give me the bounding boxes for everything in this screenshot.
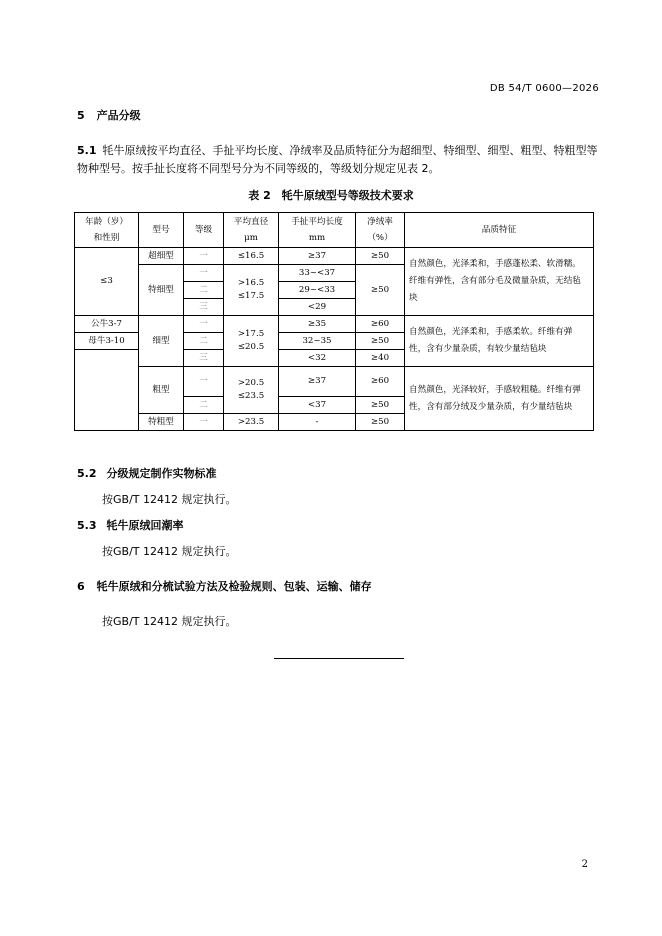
section-number: 5 bbox=[77, 109, 85, 122]
col-diameter: 平均直径 μm bbox=[224, 213, 279, 248]
grade-cell: 二 bbox=[184, 333, 224, 350]
section-6-heading: 6 牦牛原绒和分梳试验方法及检验规则、包装、运输、储存 bbox=[77, 580, 372, 593]
col-length: 手扯平均长度 mm bbox=[279, 213, 356, 248]
clause-5-2-text: 按GB/T 12412 规定执行。 bbox=[102, 493, 237, 506]
type-cell: 粗型 bbox=[139, 367, 184, 414]
clause-5-3-text: 按GB/T 12412 规定执行。 bbox=[102, 545, 237, 558]
quality-cell: 自然颜色，光泽柔和，手感蓬松柔、软滑糯。纤维有弹性，含有部分毛及微量杂质，无结毡块 bbox=[405, 248, 594, 316]
age-cell: 母牛3-10 bbox=[75, 333, 139, 350]
age-cell: ≤3 bbox=[75, 248, 139, 316]
rate-cell: ≥50 bbox=[356, 248, 405, 265]
length-cell: - bbox=[279, 414, 356, 431]
diameter-cell: >16.5 ≤17.5 bbox=[224, 265, 279, 316]
document-id: DB 54/T 0600—2026 bbox=[489, 83, 599, 94]
age-cell-empty bbox=[75, 350, 139, 431]
rate-cell: ≥50 bbox=[356, 414, 405, 431]
length-cell: ≥37 bbox=[279, 248, 356, 265]
grade-cell: 一 bbox=[184, 367, 224, 397]
diameter-cell: ≤16.5 bbox=[224, 248, 279, 265]
rate-cell: ≥50 bbox=[356, 397, 405, 414]
rate-cell: ≥60 bbox=[356, 316, 405, 333]
section-title: 产品分级 bbox=[96, 109, 141, 122]
length-cell: 33~<37 bbox=[279, 265, 356, 282]
grade-cell: 三 bbox=[184, 299, 224, 316]
table-row bbox=[75, 316, 594, 333]
clause-text: 牦牛原绒按平均直径、手扯平均长度、净绒率及品质特征分为超细型、特细型、细型、粗型、特粗型等物种型号。按手扯长度将不同型号分为不同等级的，等级划分规定见表 2。 bbox=[77, 144, 598, 175]
diameter-cell: >20.5 ≤23.5 bbox=[224, 367, 279, 414]
age-cell: 公牛3-7 bbox=[75, 316, 139, 333]
grade-cell: 一 bbox=[184, 248, 224, 265]
clause-number: 5.1 bbox=[77, 144, 97, 157]
table-header-row bbox=[75, 213, 594, 248]
length-cell: <37 bbox=[279, 397, 356, 414]
type-cell: 细型 bbox=[139, 316, 184, 367]
length-cell: <29 bbox=[279, 299, 356, 316]
quality-cell: 自然颜色，光泽柔和，手感柔软。纤维有弹性，含有少量杂质，有较少量结毡块 bbox=[405, 316, 594, 367]
grade-cell: 三 bbox=[184, 350, 224, 367]
rate-cell: ≥50 bbox=[356, 333, 405, 350]
type-cell: 特粗型 bbox=[139, 414, 184, 431]
clause-5-1 bbox=[77, 142, 599, 178]
col-net-rate: 净绒率 （%） bbox=[356, 213, 405, 248]
length-cell: ≥37 bbox=[279, 367, 356, 397]
col-quality: 品质特征 bbox=[405, 213, 594, 248]
page-number: 2 bbox=[581, 859, 588, 870]
col-age: 年龄（岁） 和性别 bbox=[75, 213, 139, 248]
end-rule bbox=[274, 658, 404, 659]
section-5-heading bbox=[77, 107, 141, 123]
diameter-cell: >17.5 ≤20.5 bbox=[224, 316, 279, 367]
grade-cell: 二 bbox=[184, 397, 224, 414]
table-row bbox=[75, 248, 594, 265]
clause-5-3-heading: 5.3 牦牛原绒回潮率 bbox=[77, 519, 184, 532]
grade-table bbox=[74, 212, 594, 431]
table-caption: 表 2 牦牛原绒型号等级技术要求 bbox=[248, 189, 414, 202]
quality-cell: 自然颜色，光泽较好，手感较粗糙。纤维有弹性，含有部分绒及少量杂质，有少量结毡块 bbox=[405, 367, 594, 431]
type-cell: 超细型 bbox=[139, 248, 184, 265]
col-type: 型号 bbox=[139, 213, 184, 248]
length-cell: 32~35 bbox=[279, 333, 356, 350]
rate-cell: ≥40 bbox=[356, 350, 405, 367]
section-6-text: 按GB/T 12412 规定执行。 bbox=[102, 615, 237, 628]
diameter-cell: >23.5 bbox=[224, 414, 279, 431]
grade-cell: 一 bbox=[184, 265, 224, 282]
grade-cell: 二 bbox=[184, 282, 224, 299]
grade-cell: 一 bbox=[184, 414, 224, 431]
length-cell: 29~<33 bbox=[279, 282, 356, 299]
grade-cell: 一 bbox=[184, 316, 224, 333]
col-grade: 等级 bbox=[184, 213, 224, 248]
table-row bbox=[75, 367, 594, 397]
clause-5-2-heading: 5.2 分级规定制作实物标准 bbox=[77, 467, 217, 480]
type-cell: 特细型 bbox=[139, 265, 184, 316]
rate-cell: ≥50 bbox=[356, 265, 405, 316]
length-cell: <32 bbox=[279, 350, 356, 367]
length-cell: ≥35 bbox=[279, 316, 356, 333]
rate-cell: ≥60 bbox=[356, 367, 405, 397]
